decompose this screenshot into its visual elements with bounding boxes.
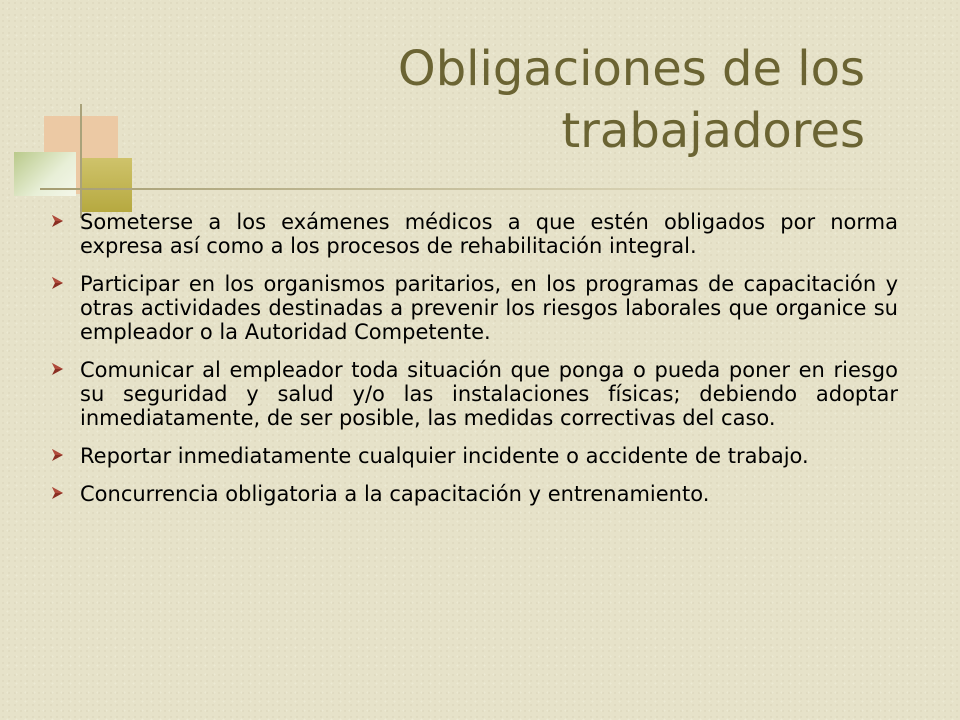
bullet-text: Someterse a los exámenes médicos a que estén obligados por norma expresa así como a los procesos de rehabilitación integral.	[80, 210, 898, 258]
decorative-vertical-line	[80, 104, 82, 218]
bullet-item	[48, 482, 898, 506]
bullet-item	[48, 358, 898, 430]
bullet-list	[48, 210, 898, 520]
bullet-item	[48, 444, 898, 468]
bullet-item	[48, 272, 898, 344]
arrow-bullet-icon	[50, 361, 64, 377]
decorative-square-olive	[80, 158, 132, 212]
arrow-bullet-icon	[50, 447, 64, 463]
title-underline	[40, 188, 930, 190]
arrow-bullet-icon	[50, 213, 64, 229]
bullet-text: Reportar inmediatamente cualquier incidente o accidente de trabajo.	[80, 444, 809, 468]
bullet-text: Concurrencia obligatoria a la capacitación y entrenamiento.	[80, 482, 710, 506]
bullet-text: Comunicar al empleador toda situación que ponga o pueda poner en riesgo su seguridad y salud y/o las instalaciones físicas; debiendo adoptar inmediatamente, de ser posible, las medidas correctivas del caso.	[80, 358, 898, 430]
slide-title: Obligaciones de los trabajadores	[397, 41, 865, 159]
bullet-item	[48, 210, 898, 258]
arrow-bullet-icon	[50, 485, 64, 501]
bullet-text: Participar en los organismos paritarios, en los programas de capacitación y otras actividades destinadas a prevenir los riesgos laborales que organice su empleador o la Autoridad Competente.	[80, 272, 898, 344]
arrow-bullet-icon	[50, 275, 64, 291]
